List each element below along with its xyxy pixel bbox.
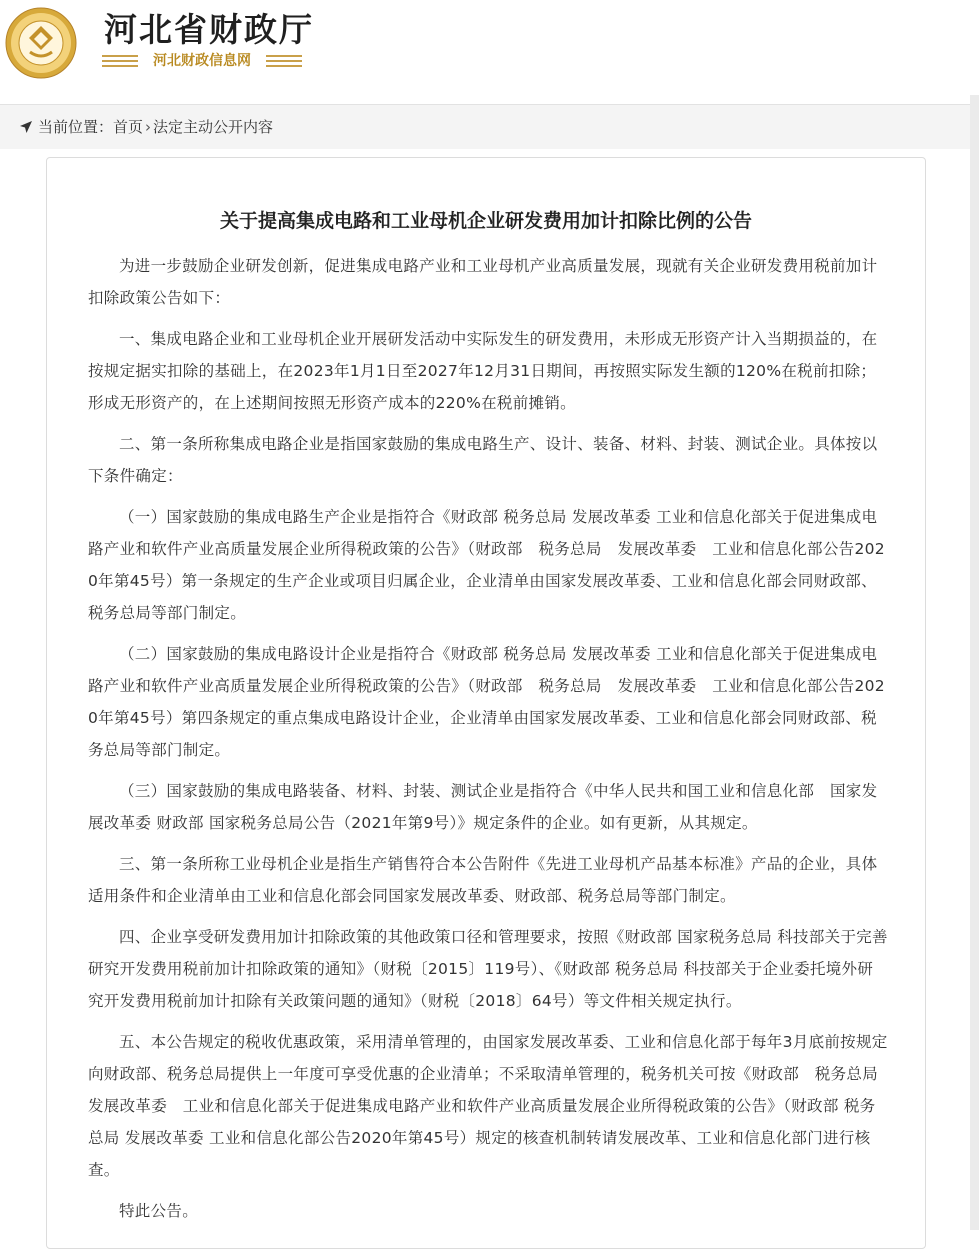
paragraph-2-2: （二）国家鼓励的集成电路设计企业是指符合《财政部 税务总局 发展改革委 工业和信息化部关于促进集成电路产业和软件产业高质量发展企业所得税政策的公告》（财政部 税务总局 发展改革委 工业和信息化部公告2020年第45号）第四条规定的重点集成电路设计企业，企业清单由国家发展改革委、工业和信息化部会同财政部、税务总局等部门制定。	[88, 645, 885, 759]
breadcrumb-trail	[38, 117, 273, 137]
paragraph-2-1: （一）国家鼓励的集成电路生产企业是指符合《财政部 税务总局 发展改革委 工业和信息化部关于促进集成电路产业和软件产业高质量发展企业所得税政策的公告》（财政部 税务总局 发展改革委 工业和信息化部公告2020年第45号）第一条规定的生产企业或项目归属企业，企业清单由国家发展改革委、工业和信息化部会同财政部、税务总局等部门制定。	[88, 508, 885, 622]
breadcrumb-home-link[interactable]: 首页	[113, 118, 144, 136]
site-subtitle-block	[102, 50, 302, 72]
article-body	[88, 250, 894, 1236]
breadcrumb	[0, 104, 970, 149]
breadcrumb-current: 法定主动公开内容	[153, 118, 274, 136]
scrollbar-track[interactable]	[970, 95, 979, 1230]
paragraph-4: 四、企业享受研发费用加计扣除政策的其他政策口径和管理要求，按照《财政部 国家税务总局 科技部关于完善研究开发费用税前加计扣除政策的通知》（财税〔2015〕119号）、《财政部 税务总局 科技部关于企业委托境外研究开发费用税前加计扣除有关政策问题的通知》（财税〔2018〕64号）等文件相关规定执行。	[88, 928, 888, 1010]
paragraph-5: 五、本公告规定的税收优惠政策，采用清单管理的，由国家发展改革委、工业和信息化部于每年3月底前按规定向财政部、税务总局提供上一年度可享受优惠的企业清单；不采取清单管理的，税务机关可按《财政部 税务总局 发展改革委 工业和信息化部关于促进集成电路产业和软件产业高质量发展企业所得税政策的公告》（财政部 税务总局 发展改革委 工业和信息化部公告2020年第45号）规定的核查机制转请发展改革、工业和信息化部门进行核查。	[88, 1033, 894, 1179]
article-title: 关于提高集成电路和工业母机企业研发费用加计扣除比例的公告	[219, 210, 752, 232]
chevron-right-icon: ›	[145, 118, 152, 136]
paragraph-2: 二、第一条所称集成电路企业是指国家鼓励的集成电路生产、设计、装备、材料、封装、测试企业。具体按以下条件确定：	[88, 435, 878, 485]
paragraph-closing: 特此公告。	[119, 1202, 199, 1220]
site-subtitle: 河北财政信息网	[153, 53, 251, 69]
paragraph-1: 一、集成电路企业和工业母机企业开展研发活动中实际发生的研发费用，未形成无形资产计入当期损益的，在按规定据实扣除的基础上，在2023年1月1日至2027年12月31日期间，再按照实际发生额的120%在税前扣除；形成无形资产的，在上述期间按照无形资产成本的220%在税前摊销。	[88, 330, 878, 412]
paragraph-2-3: （三）国家鼓励的集成电路装备、材料、封装、测试企业是指符合《中华人民共和国工业和信息化部 国家发展改革委 财政部 国家税务总局公告（2021年第9号）》规定条件的企业。如有更新，从其规定。	[88, 782, 878, 832]
paragraph-3: 三、第一条所称工业母机企业是指生产销售符合本公告附件《先进工业母机产品基本标准》产品的企业，具体适用条件和企业清单由工业和信息化部会同国家发展改革委、财政部、税务总局等部门制定。	[88, 855, 878, 905]
site-title[interactable]: 河北省财政厅	[104, 10, 314, 49]
hebei-finance-emblem-icon[interactable]	[4, 6, 78, 80]
breadcrumb-label: 当前位置：	[38, 118, 114, 136]
paragraph-intro: 为进一步鼓励企业研发创新，促进集成电路产业和工业母机产业高质量发展，现就有关企业研发费用税前加计扣除政策公告如下：	[88, 257, 878, 307]
site-header	[0, 0, 979, 92]
location-arrow-icon	[19, 120, 33, 134]
article-panel	[46, 157, 926, 1249]
